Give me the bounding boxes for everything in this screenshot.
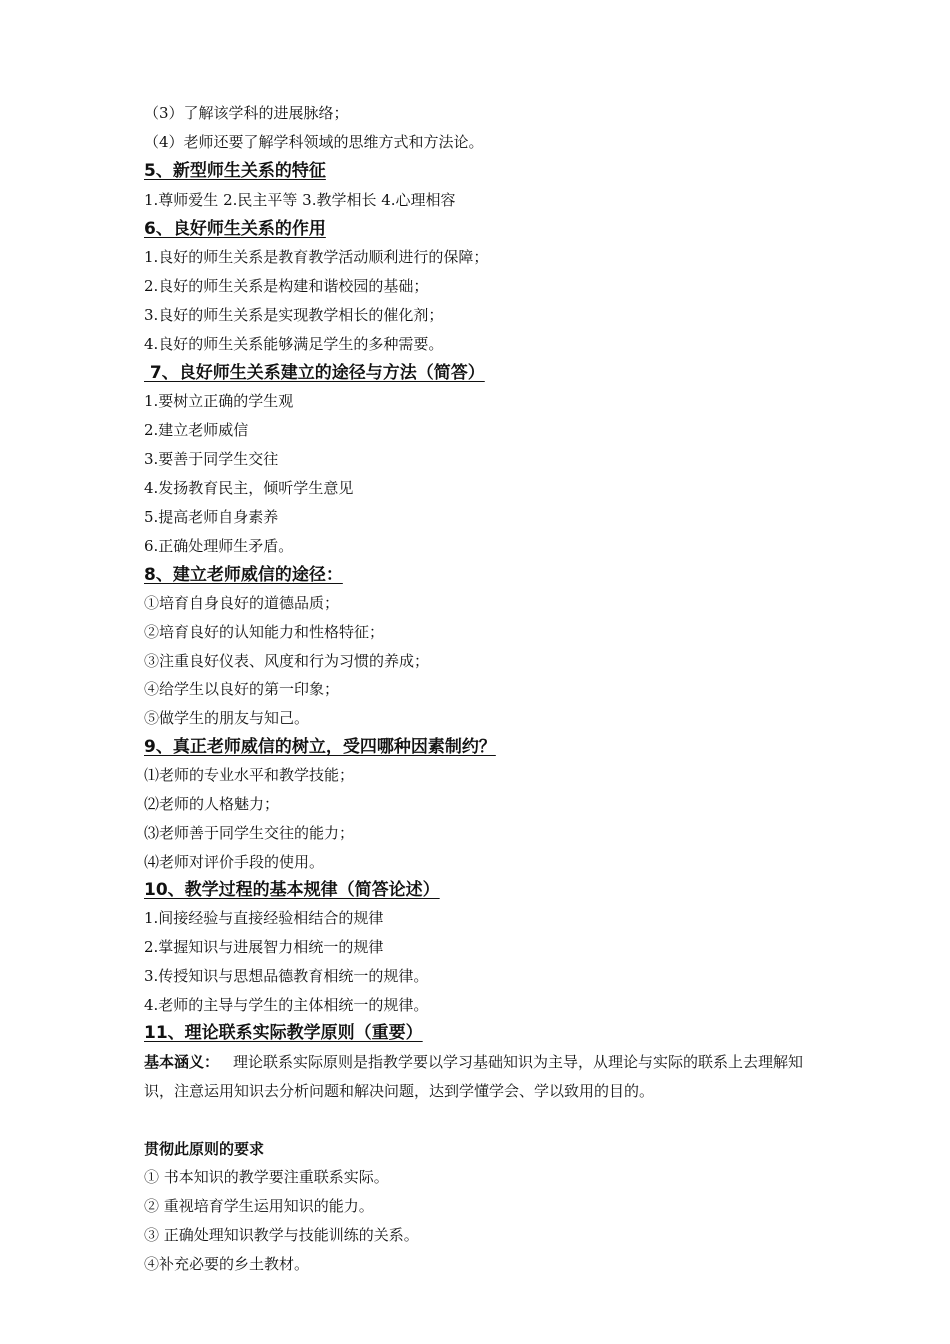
section-heading-6: 6、良好师生关系的作用 [144, 219, 326, 239]
section-heading-5: 5、新型师生关系的特征 [144, 161, 326, 181]
list-item: ⑷老师对评价手段的使用。 [144, 853, 325, 871]
requirements-label: 贯彻此原则的要求 [144, 1140, 265, 1158]
list-item: 5.提高老师自身素养 [144, 508, 279, 526]
text-line: 1.尊师爱生 2.民主平等 3.教学相长 4.心理相容 [144, 191, 456, 209]
text-line: （4）老师还要了解学科领域的思维方式和方法论。 [144, 133, 484, 151]
list-item: ③ 正确处理知识教学与技能训练的关系。 [144, 1226, 419, 1244]
meaning-text: 理论联系实际原则是指教学要以学习基础知识为主导，从理论与实际的联系上去理解知识，注意运用知识去分析问题和解决问题，达到学懂学会、学以致用的目的。 [144, 1053, 804, 1100]
section-heading-11: 11、理论联系实际教学原则（重要） [144, 1023, 423, 1043]
list-item: ④给学生以良好的第一印象； [144, 680, 340, 698]
section-heading-9: 9、真正老师威信的树立，受四哪种因素制约？ [144, 737, 496, 757]
list-item: ⑶老师善于同学生交往的能力； [144, 824, 355, 842]
list-item: 2.良好的师生关系是构建和谐校园的基础； [144, 277, 429, 295]
list-item: ①培育自身良好的道德品质； [144, 594, 340, 612]
list-item: 2.掌握知识与进展智力相统一的规律 [144, 938, 384, 956]
section-heading-10: 10、教学过程的基本规律（简答论述） [144, 880, 440, 900]
list-item: 1.间接经验与直接经验相结合的规律 [144, 909, 384, 927]
section-heading-8: 8、建立老师威信的途径： [144, 565, 343, 585]
list-item: 2.建立老师威信 [144, 421, 249, 439]
list-item: ⑤做学生的朋友与知己。 [144, 709, 310, 727]
list-item: 3.良好的师生关系是实现教学相长的催化剂； [144, 306, 444, 324]
list-item: 3.传授知识与思想品德教育相统一的规律。 [144, 967, 429, 985]
list-item: ① 书本知识的教学要注重联系实际。 [144, 1168, 389, 1186]
section-heading-7: 7、良好师生关系建立的途径与方法（简答） [144, 363, 485, 383]
list-item: 1.要树立正确的学生观 [144, 392, 294, 410]
list-item: ④补充必要的乡土教材。 [144, 1255, 310, 1273]
text-line: （3）了解该学科的进展脉络； [144, 104, 349, 122]
list-item: 4.发扬教育民主，倾听学生意见 [144, 479, 354, 497]
list-item: 4.良好的师生关系能够满足学生的多种需要。 [144, 335, 444, 353]
meaning-label: 基本涵义： [144, 1053, 220, 1071]
list-item: 4.老师的主导与学生的主体相统一的规律。 [144, 996, 429, 1014]
list-item: 1.良好的师生关系是教育教学活动顺利进行的保障； [144, 248, 489, 266]
list-item: 3.要善于同学生交往 [144, 450, 279, 468]
list-item: 6.正确处理师生矛盾。 [144, 537, 294, 555]
list-item: ⑴老师的专业水平和教学技能； [144, 766, 355, 784]
list-item: ⑵老师的人格魅力； [144, 795, 280, 813]
meaning-paragraph [144, 1048, 809, 1106]
list-item: ② 重视培育学生运用知识的能力。 [144, 1197, 374, 1215]
list-item: ②培育良好的认知能力和性格特征； [144, 623, 385, 641]
list-item: ③注重良好仪表、风度和行为习惯的养成； [144, 652, 430, 670]
